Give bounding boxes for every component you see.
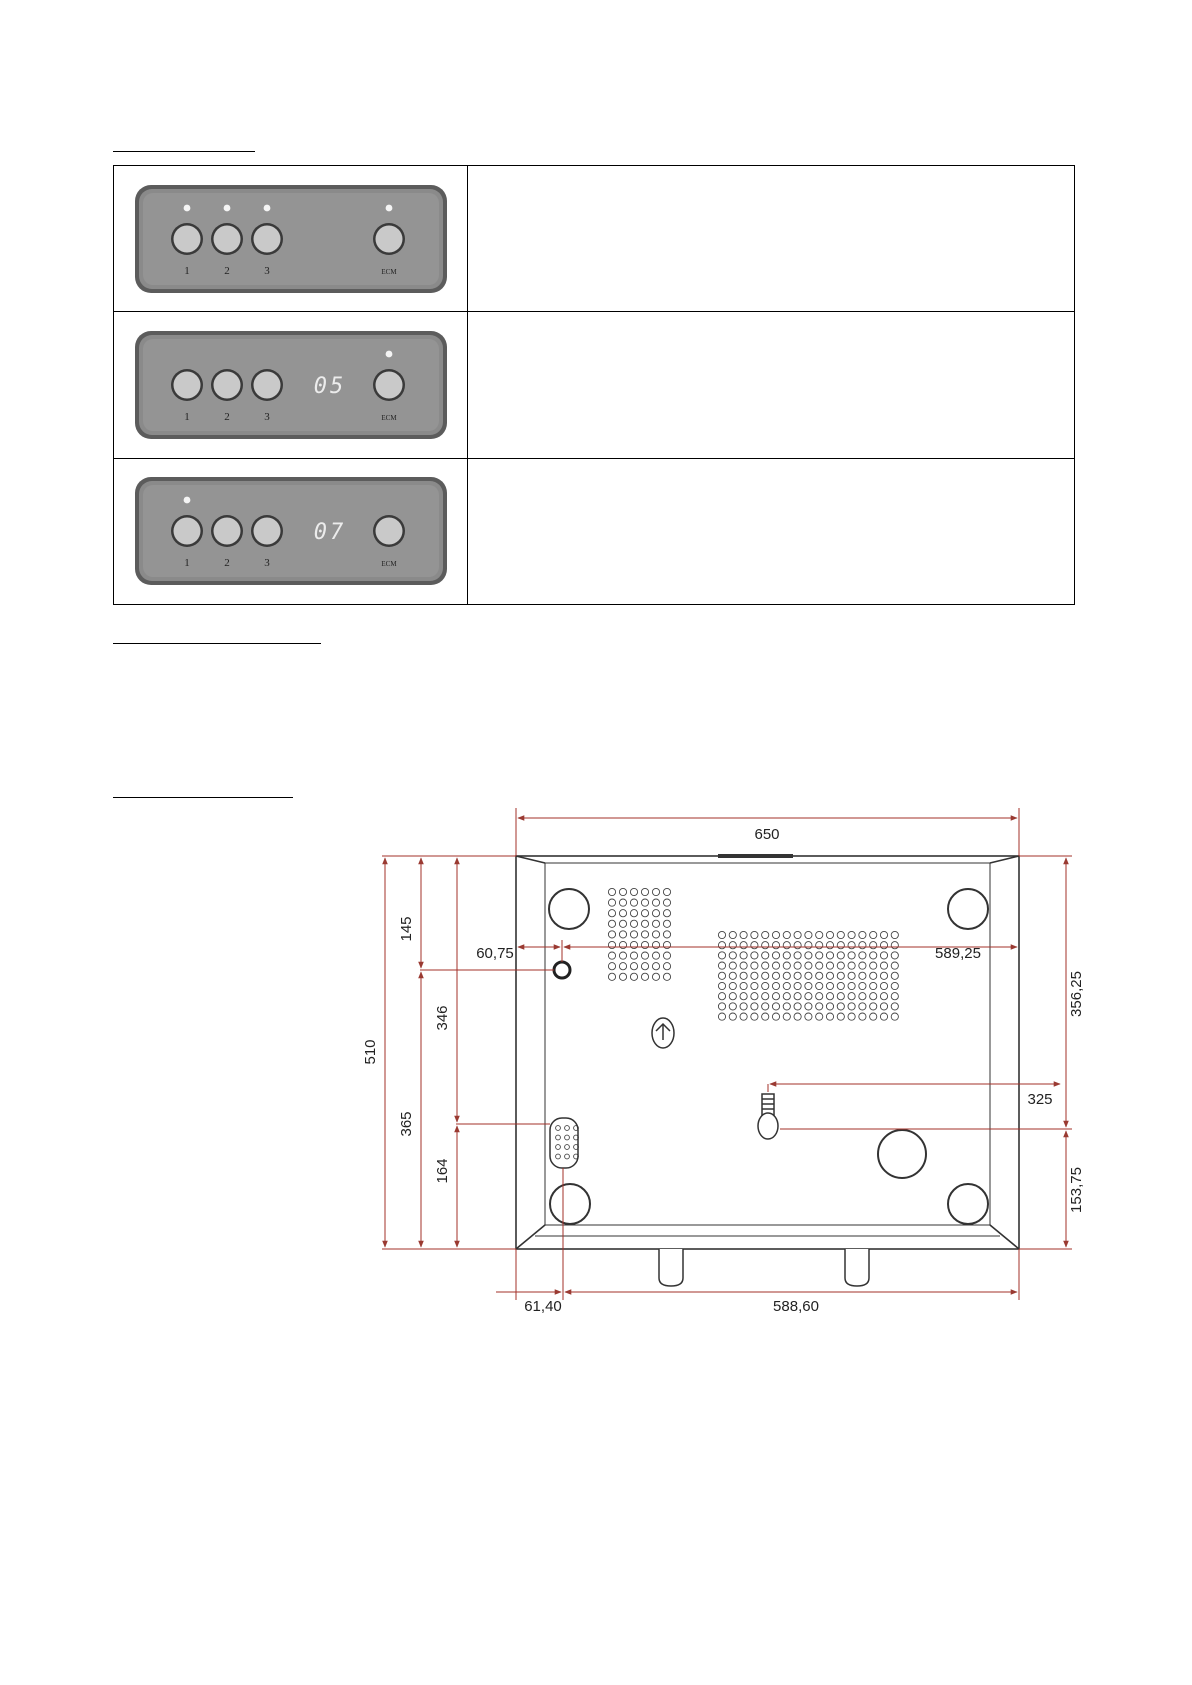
vent-hole	[826, 952, 833, 959]
vent-hole	[783, 993, 790, 1000]
vent-hole	[837, 931, 844, 938]
button-1[interactable]	[171, 515, 203, 547]
vent-hole	[740, 972, 747, 979]
vent-hole	[718, 972, 725, 979]
vent-hole	[837, 952, 844, 959]
led-ecm	[385, 351, 392, 358]
vent-hole	[565, 1135, 570, 1140]
vent-hole	[880, 1013, 887, 1020]
vent-hole	[751, 993, 758, 1000]
vent-hole	[891, 972, 898, 979]
vent-hole	[608, 920, 615, 927]
vent-hole	[783, 952, 790, 959]
vent-hole	[641, 952, 648, 959]
button-3[interactable]	[251, 369, 283, 401]
vent-grid-large	[718, 931, 898, 1020]
vent-hole	[826, 1013, 833, 1020]
vent-hole	[891, 931, 898, 938]
vent-hole	[870, 942, 877, 949]
foot-top-right	[948, 889, 988, 929]
vent-hole	[772, 942, 779, 949]
vent-hole	[772, 982, 779, 989]
vent-hole	[870, 993, 877, 1000]
vent-hole	[848, 962, 855, 969]
vent-hole	[880, 982, 887, 989]
vent-hole	[880, 993, 887, 1000]
vent-hole	[880, 931, 887, 938]
vent-hole	[837, 962, 844, 969]
vent-hole	[630, 941, 637, 948]
vent-hole	[848, 952, 855, 959]
vent-hole	[652, 888, 659, 895]
water-inlet-fitting	[554, 962, 570, 978]
vent-hole	[816, 982, 823, 989]
vent-hole	[619, 899, 626, 906]
vent-hole	[826, 1003, 833, 1010]
vent-hole	[783, 962, 790, 969]
vent-hole	[837, 993, 844, 1000]
power-cable-fitting	[758, 1094, 778, 1139]
vent-hole	[794, 1013, 801, 1020]
vent-hole	[783, 942, 790, 949]
vent-hole	[826, 942, 833, 949]
vent-hole	[859, 1003, 866, 1010]
panel-image-cell	[114, 166, 468, 312]
vent-hole	[556, 1126, 561, 1131]
vent-hole	[663, 973, 670, 980]
vent-hole	[663, 941, 670, 948]
vent-hole	[608, 941, 615, 948]
vent-hole	[859, 952, 866, 959]
label-button-2: 2	[223, 557, 230, 570]
vent-hole	[816, 1003, 823, 1010]
vent-hole	[762, 982, 769, 989]
vent-hole	[556, 1145, 561, 1150]
machine-outline	[516, 856, 1019, 1249]
vent-hole	[619, 963, 626, 970]
vent-hole	[751, 1003, 758, 1010]
panel-description-cell	[468, 166, 1075, 312]
vent-hole	[565, 1145, 570, 1150]
vent-hole	[772, 952, 779, 959]
digit-display: 05	[313, 373, 346, 399]
label-button-1: 1	[183, 557, 190, 570]
vent-grid-plug	[556, 1126, 579, 1159]
vent-hole	[870, 962, 877, 969]
section-heading-underline-1	[113, 151, 255, 152]
vent-hole	[729, 1013, 736, 1020]
vent-hole	[891, 982, 898, 989]
vent-hole	[805, 972, 812, 979]
vent-hole	[608, 888, 615, 895]
vent-hole	[740, 931, 747, 938]
vent-hole	[630, 899, 637, 906]
vent-hole	[859, 942, 866, 949]
dim-top-left-offset: 60,75	[476, 945, 514, 962]
vent-hole	[751, 931, 758, 938]
vent-hole	[816, 962, 823, 969]
button-2[interactable]	[211, 369, 243, 401]
vent-hole	[794, 993, 801, 1000]
vent-hole	[630, 963, 637, 970]
vent-hole	[740, 1003, 747, 1010]
vent-hole	[729, 962, 736, 969]
vent-hole	[565, 1126, 570, 1131]
led-button-2	[223, 204, 230, 211]
vent-hole	[859, 972, 866, 979]
vent-hole	[891, 1003, 898, 1010]
foot-bottom-right	[948, 1184, 988, 1224]
label-button-ecm: ECM	[380, 560, 397, 569]
vent-grid-small	[608, 888, 670, 980]
digit-display: 07	[313, 520, 346, 546]
vent-hole	[783, 982, 790, 989]
vent-hole	[837, 1003, 844, 1010]
vent-hole	[652, 931, 659, 938]
foot-top-left	[549, 889, 589, 929]
vent-hole	[663, 910, 670, 917]
vent-hole	[718, 942, 725, 949]
label-button-3: 3	[263, 410, 270, 423]
vent-hole	[783, 1003, 790, 1010]
dim-left-bottom: 164	[434, 1158, 451, 1184]
vent-hole	[891, 1013, 898, 1020]
vent-hole	[870, 931, 877, 938]
vent-hole	[859, 1013, 866, 1020]
vent-hole	[751, 972, 758, 979]
dim-height-total: 510	[362, 1039, 379, 1065]
vent-hole	[663, 963, 670, 970]
vent-hole	[751, 962, 758, 969]
vent-hole	[762, 1003, 769, 1010]
label-button-3: 3	[263, 557, 270, 570]
vent-hole	[837, 942, 844, 949]
label-button-ecm: ECM	[380, 267, 397, 276]
vent-hole	[608, 910, 615, 917]
button-ecm[interactable]	[373, 369, 405, 401]
vent-hole	[652, 973, 659, 980]
vent-hole	[859, 931, 866, 938]
vent-hole	[816, 952, 823, 959]
button-1[interactable]	[171, 223, 203, 255]
vent-hole	[608, 963, 615, 970]
vent-hole	[751, 942, 758, 949]
vent-hole	[783, 931, 790, 938]
vent-hole	[848, 931, 855, 938]
panel-image-cell	[114, 312, 468, 458]
vent-hole	[630, 952, 637, 959]
vent-hole	[826, 993, 833, 1000]
vent-hole	[608, 952, 615, 959]
vent-hole	[729, 1003, 736, 1010]
vent-hole	[870, 952, 877, 959]
dim-right-lower: 153,75	[1068, 1167, 1085, 1213]
table-row	[114, 312, 1075, 458]
vent-hole	[762, 993, 769, 1000]
vent-hole	[641, 888, 648, 895]
vent-hole	[794, 952, 801, 959]
vent-hole	[718, 1013, 725, 1020]
foot-bottom-left	[550, 1184, 590, 1224]
vent-hole	[751, 952, 758, 959]
vent-hole	[762, 1013, 769, 1020]
vent-hole	[805, 1013, 812, 1020]
vent-hole	[772, 1003, 779, 1010]
led-button-1	[183, 204, 190, 211]
vent-hole	[794, 1003, 801, 1010]
vent-hole	[794, 962, 801, 969]
vent-hole	[652, 899, 659, 906]
vent-hole	[816, 931, 823, 938]
vent-hole	[783, 1013, 790, 1020]
panel-description-cell	[468, 312, 1075, 458]
vent-hole	[663, 920, 670, 927]
vent-hole	[740, 982, 747, 989]
vent-hole	[630, 888, 637, 895]
vent-hole	[880, 952, 887, 959]
vent-hole	[762, 931, 769, 938]
vent-hole	[663, 888, 670, 895]
dim-left-top: 145	[398, 916, 415, 942]
button-ecm[interactable]	[373, 515, 405, 547]
panel-description-cell	[468, 458, 1075, 604]
vent-hole	[805, 993, 812, 1000]
vent-hole	[718, 993, 725, 1000]
vent-hole	[891, 962, 898, 969]
dim-left-mid: 346	[434, 1005, 451, 1031]
vent-hole	[740, 942, 747, 949]
vent-hole	[565, 1154, 570, 1159]
control-panel-3	[133, 475, 449, 587]
vent-hole	[608, 931, 615, 938]
vent-hole	[762, 942, 769, 949]
panel-image-cell	[114, 458, 468, 604]
vent-hole	[608, 973, 615, 980]
round-opening	[878, 1130, 926, 1178]
button-3[interactable]	[251, 515, 283, 547]
vent-hole	[718, 962, 725, 969]
table-row	[114, 458, 1075, 604]
vent-hole	[729, 942, 736, 949]
dim-top-right-offset: 589,25	[935, 945, 981, 962]
vent-hole	[826, 931, 833, 938]
led-button-1	[183, 497, 190, 504]
vent-hole	[826, 972, 833, 979]
vent-hole	[794, 972, 801, 979]
vent-hole	[740, 962, 747, 969]
vent-hole	[870, 972, 877, 979]
vent-hole	[652, 941, 659, 948]
vent-hole	[630, 931, 637, 938]
vent-hole	[805, 982, 812, 989]
vent-hole	[751, 982, 758, 989]
vent-hole	[556, 1135, 561, 1140]
label-button-1: 1	[183, 264, 190, 277]
button-2[interactable]	[211, 515, 243, 547]
control-panel-2	[133, 329, 449, 441]
vent-hole	[740, 1013, 747, 1020]
vent-hole	[619, 910, 626, 917]
label-button-2: 2	[223, 264, 230, 277]
vent-hole	[837, 982, 844, 989]
vent-hole	[718, 952, 725, 959]
vent-hole	[870, 1013, 877, 1020]
vent-hole	[762, 962, 769, 969]
dim-right-upper: 356,25	[1068, 971, 1085, 1017]
vent-hole	[663, 899, 670, 906]
vent-hole	[826, 962, 833, 969]
vent-hole	[718, 931, 725, 938]
outlet-pipe-right	[845, 1249, 869, 1286]
vent-hole	[718, 982, 725, 989]
led-button-3	[263, 204, 270, 211]
vent-hole	[805, 931, 812, 938]
vent-hole	[641, 899, 648, 906]
vent-hole	[619, 920, 626, 927]
vent-hole	[805, 962, 812, 969]
vent-hole	[619, 888, 626, 895]
vent-hole	[641, 941, 648, 948]
vent-hole	[772, 972, 779, 979]
vent-hole	[848, 982, 855, 989]
led-ecm	[385, 204, 392, 211]
vent-hole	[880, 962, 887, 969]
vent-hole	[729, 952, 736, 959]
vent-hole	[837, 972, 844, 979]
vent-hole	[816, 1013, 823, 1020]
vent-hole	[619, 952, 626, 959]
section-heading-underline-3	[113, 797, 293, 798]
vent-hole	[848, 993, 855, 1000]
vent-hole	[891, 993, 898, 1000]
vent-hole	[783, 972, 790, 979]
vent-hole	[630, 973, 637, 980]
vent-hole	[630, 910, 637, 917]
vent-hole	[652, 910, 659, 917]
vent-hole	[859, 993, 866, 1000]
vent-hole	[641, 931, 648, 938]
plug-housing	[550, 1118, 578, 1168]
vent-hole	[772, 962, 779, 969]
vent-hole	[891, 952, 898, 959]
vent-hole	[837, 1013, 844, 1020]
vent-hole	[652, 920, 659, 927]
vent-hole	[859, 982, 866, 989]
vent-hole	[805, 942, 812, 949]
label-button-3: 3	[263, 264, 270, 277]
vent-hole	[751, 1013, 758, 1020]
vent-hole	[772, 1013, 779, 1020]
vent-hole	[772, 993, 779, 1000]
button-2[interactable]	[211, 223, 243, 255]
vent-hole	[859, 962, 866, 969]
dimension-lines	[382, 808, 1072, 1300]
dim-right-offset: 325	[1027, 1091, 1053, 1108]
label-button-ecm: ECM	[380, 413, 397, 422]
vent-hole	[740, 952, 747, 959]
vent-hole	[816, 942, 823, 949]
vent-hole	[805, 952, 812, 959]
vent-hole	[848, 1013, 855, 1020]
vent-hole	[816, 972, 823, 979]
button-3[interactable]	[251, 223, 283, 255]
vent-hole	[641, 973, 648, 980]
dim-bottom-right-offset: 588,60	[773, 1298, 819, 1315]
vent-hole	[870, 1003, 877, 1010]
vent-hole	[762, 952, 769, 959]
vent-hole	[762, 972, 769, 979]
vent-hole	[816, 993, 823, 1000]
dim-bottom-left-offset: 61,40	[524, 1298, 562, 1315]
dim-left-lower: 365	[398, 1111, 415, 1137]
vent-hole	[794, 931, 801, 938]
label-button-2: 2	[223, 410, 230, 423]
vent-hole	[619, 931, 626, 938]
vent-hole	[641, 910, 648, 917]
dim-width-total: 650	[754, 826, 780, 843]
vent-hole	[641, 963, 648, 970]
vent-hole	[630, 920, 637, 927]
vent-hole	[891, 942, 898, 949]
vent-hole	[729, 931, 736, 938]
vent-hole	[880, 942, 887, 949]
vent-hole	[880, 972, 887, 979]
vent-hole	[641, 920, 648, 927]
vent-hole	[772, 931, 779, 938]
vent-hole	[663, 931, 670, 938]
label-button-1: 1	[183, 410, 190, 423]
vent-hole	[848, 942, 855, 949]
vent-hole	[848, 972, 855, 979]
outlet-pipe-left	[659, 1249, 683, 1286]
vent-hole	[729, 982, 736, 989]
vent-hole	[729, 972, 736, 979]
vent-hole	[652, 952, 659, 959]
vent-hole	[848, 1003, 855, 1010]
vent-hole	[663, 952, 670, 959]
button-1[interactable]	[171, 369, 203, 401]
vent-hole	[619, 973, 626, 980]
vent-hole	[718, 1003, 725, 1010]
vent-hole	[870, 982, 877, 989]
vent-hole	[880, 1003, 887, 1010]
table-row	[114, 166, 1075, 312]
control-panel-1	[133, 183, 449, 295]
vent-hole	[556, 1154, 561, 1159]
vent-hole	[794, 942, 801, 949]
vent-hole	[740, 993, 747, 1000]
vent-hole	[608, 899, 615, 906]
vent-hole	[652, 963, 659, 970]
vent-hole	[619, 941, 626, 948]
control-panel-table	[113, 165, 1075, 605]
vent-hole	[805, 1003, 812, 1010]
button-ecm[interactable]	[373, 223, 405, 255]
section-heading-underline-2	[113, 643, 321, 644]
vent-hole	[826, 982, 833, 989]
vent-hole	[729, 993, 736, 1000]
drain-fitting	[652, 1018, 674, 1048]
footprint-drawing	[355, 800, 1095, 1320]
vent-hole	[794, 982, 801, 989]
